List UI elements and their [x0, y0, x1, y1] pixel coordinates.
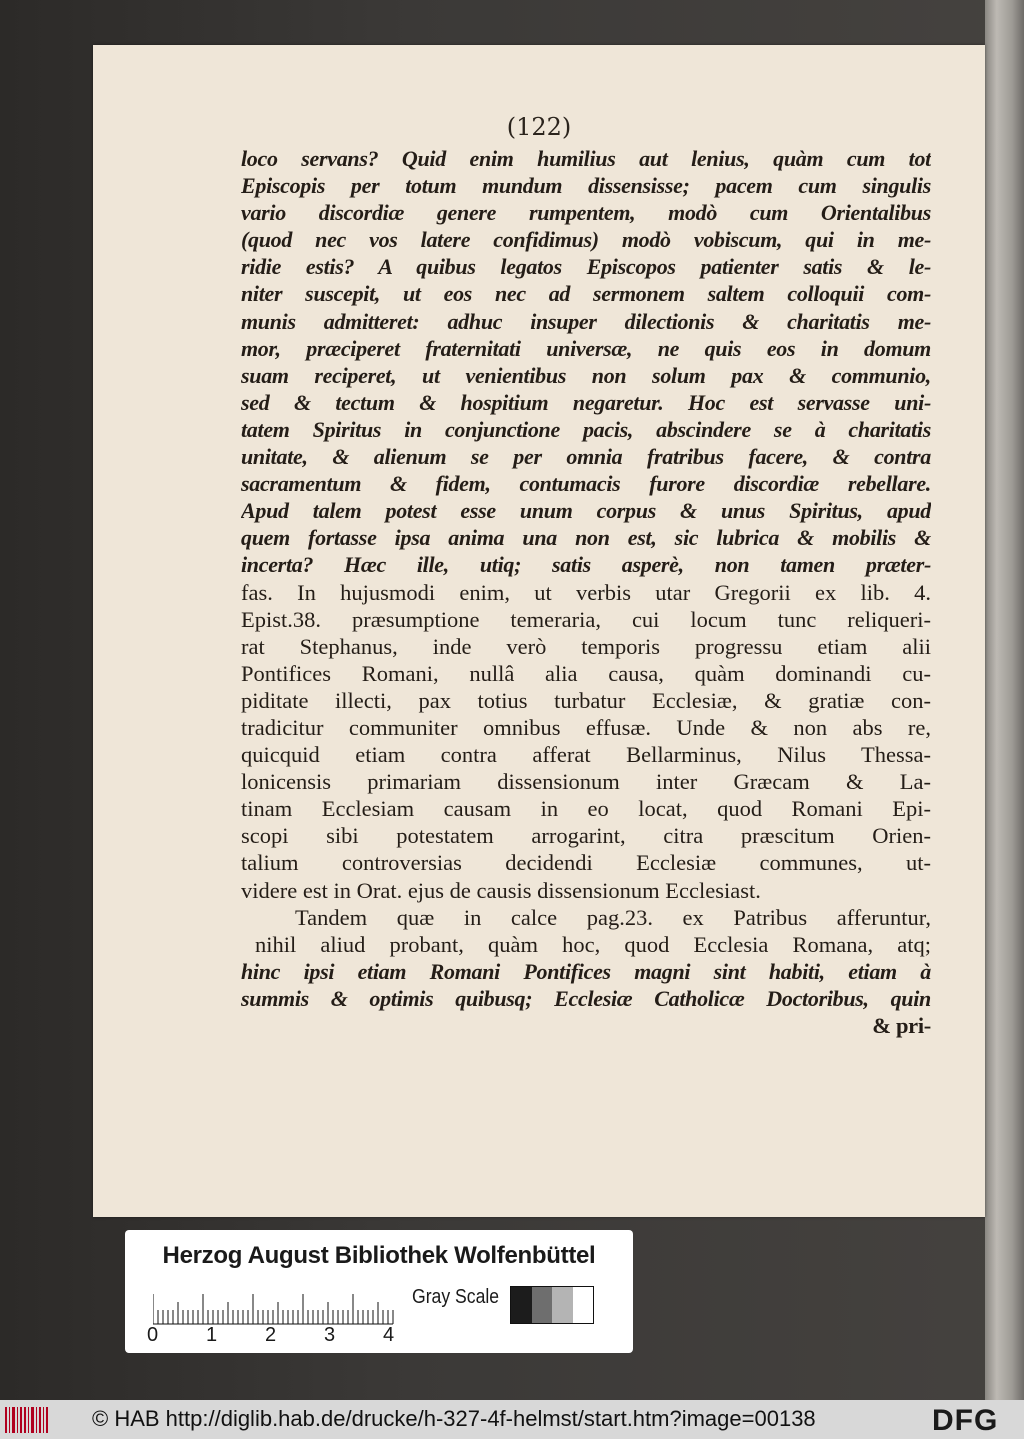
text-line: vario discordiæ genere rumpentem, modò cum Orientalibus [241, 200, 931, 226]
text-line: sacramentum & fidem, contumacis furore discordiæ rebellare. [241, 471, 931, 497]
text-line: Pontifices Romani, nullâ alia causa, quàm dominandi cu- [241, 660, 931, 686]
text-line: Episcopis per totum mundum dissensisse; pacem cum singulis [241, 173, 931, 199]
text-line: mor, præciperet fraternitati universæ, ne quis eos in domum [241, 335, 931, 361]
text-line: quicquid etiam contra afferat Bellarminus, Nilus Thessa- [241, 742, 931, 768]
book-page [93, 45, 985, 1217]
text-line: summis & optimis quibusq; Ecclesiæ Catholicæ Doctoribus, quin [241, 985, 931, 1011]
text-line: incerta? Hæc ille, utiq; satis asperè, non tamen præter- [241, 552, 931, 578]
text-line: niter suscepit, ut eos nec ad sermonem saltem colloquii com- [241, 281, 931, 307]
text-line: loco servans? Quid enim humilius aut lenius, quàm cum tot [241, 146, 931, 171]
text-line: scopi sibi potestatem arrogarint, citra præscitum Orien- [241, 823, 931, 849]
text-line: tinam Ecclesiam causam in eo locat, quod Romani Epi- [241, 796, 931, 822]
hab-barcode-icon [4, 1405, 48, 1435]
text-line: unitate, & alienum se per omnia fratribus facere, & contra [241, 444, 931, 470]
ruler-number: 4 [383, 1324, 395, 1346]
text-line: tradicitur communiter omnibus effusæ. Unde & non abs re, [241, 714, 931, 740]
text-line: lonicensis primariam dissensionum inter Græcam & La- [241, 769, 931, 795]
citation-url[interactable]: © HAB http://diglib.hab.de/drucke/h-327-4f-helmst/start.htm?image=00138 [92, 1406, 816, 1431]
text-line: videre est in Orat. ejus de causis dissensionum Ecclesiast. [241, 877, 761, 903]
library-name: Herzog August Bibliothek Wolfenbüttel [162, 1242, 596, 1269]
footer-bar [0, 1400, 1024, 1439]
gray-patch [532, 1287, 553, 1323]
text-line: Tandem quæ in calce pag.23. ex Patribus afferuntur, [295, 904, 931, 930]
text-line: ridie estis? A quibus legatos Episcopos patienter satis & le- [241, 254, 931, 280]
page-number: (122) [506, 113, 572, 141]
text-line: munis admitteret: adhuc insuper dilectionis & charitatis me- [241, 308, 931, 334]
page-text-body [241, 145, 931, 1039]
calibration-card [125, 1230, 633, 1353]
text-line: (quod nec vos latere confidimus) modò vobiscum, qui in me- [241, 227, 931, 253]
gray-scale-swatch [510, 1286, 594, 1324]
text-line: rat Stephanus, inde verò temporis progressu etiam alii [241, 633, 931, 659]
text-line: talium controversias decidendi Ecclesiæ communes, ut- [241, 850, 931, 876]
ruler-number: 0 [147, 1324, 159, 1346]
text-line: nihil aliud probant, quàm hoc, quod Ecclesia Romana, atq; [255, 931, 931, 957]
text-line: suam reciperet, ut venientibus non solum pax & communio, [241, 362, 931, 388]
gray-patch [552, 1287, 573, 1323]
text-line: hinc ipsi etiam Romani Pontifices magni sint habiti, etiam à [241, 958, 931, 984]
gray-patch [573, 1287, 594, 1323]
ruler-number: 3 [324, 1324, 336, 1346]
ruler-number: 1 [206, 1324, 218, 1346]
text-line: fas. In hujusmodi enim, ut verbis utar Gregorii ex lib. 4. [241, 579, 931, 605]
text-line: sed & tectum & hospitium negaretur. Hoc est servasse uni- [241, 389, 931, 415]
page-edge-strip [985, 0, 1024, 1400]
text-line: Apud talem potest esse unum corpus & unus Spiritus, apud [241, 498, 931, 524]
dfg-logo: DFG [932, 1404, 999, 1437]
text-line: piditate illecti, pax totius turbatur Ecclesiæ, & gratiæ con- [241, 687, 931, 713]
gray-patch [511, 1287, 532, 1323]
gray-scale-label: Gray Scale [412, 1286, 500, 1308]
ruler-scale [153, 1286, 403, 1326]
text-line: & pri- [872, 1013, 931, 1038]
text-line: tatem Spiritus in conjunctione pacis, abscindere se à charitatis [241, 416, 931, 442]
text-line: Epist.38. præsumptione temeraria, cui locum tunc reliqueri- [241, 606, 931, 632]
ruler-number: 2 [265, 1324, 277, 1346]
text-line: quem fortasse ipsa anima una non est, sic lubrica & mobilis & [241, 525, 931, 551]
